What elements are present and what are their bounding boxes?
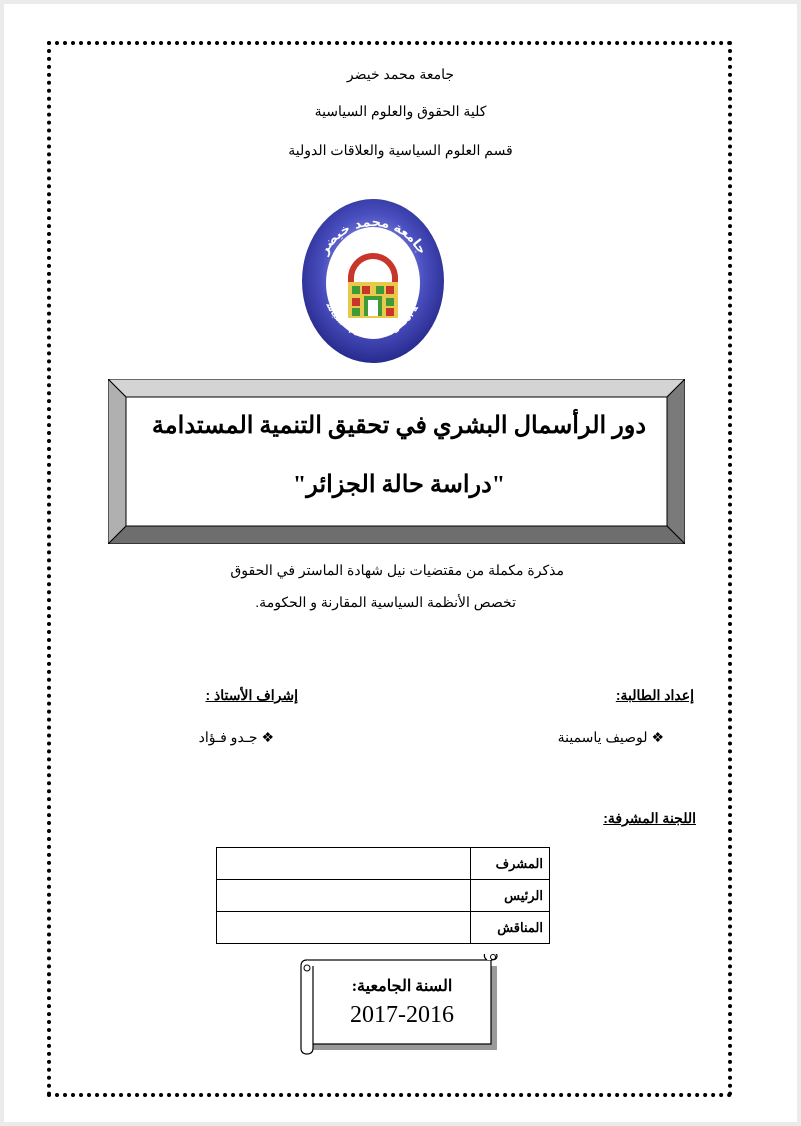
table-row xyxy=(217,848,550,880)
specialization: تخصص الأنظمة السياسية المقارنة و الحكومة. xyxy=(255,594,516,610)
logo-arc-text-bottom: ة الحقوق و العلوم السياس xyxy=(323,301,421,340)
thesis-purpose: مذكرة مكملة من مقتضيات نيل شهادة الماستر في الحقوق xyxy=(230,562,564,578)
committee-label: اللجنة المشرفة: xyxy=(603,810,696,826)
table-row xyxy=(217,880,550,912)
case-study-title: "دراسة حالة الجزائر" xyxy=(292,472,506,498)
committee-member xyxy=(217,912,471,944)
committee-member xyxy=(217,880,471,912)
diamond-bullet-icon: ❖ xyxy=(651,729,664,745)
logo-emblem xyxy=(348,253,398,318)
committee-role: الرئيس xyxy=(471,880,550,912)
academic-year-label: السنة الجامعية: xyxy=(351,978,453,995)
committee-member xyxy=(217,848,471,880)
committee-role: المناقش xyxy=(471,912,550,944)
document-page xyxy=(4,4,797,1122)
academic-year-scroll xyxy=(297,954,503,1056)
student-entry xyxy=(524,729,664,746)
logo-arc-text-top: جامعة محمد خيضر xyxy=(316,214,430,258)
diamond-bullet-icon: ❖ xyxy=(261,729,274,745)
title-frame xyxy=(108,379,685,544)
committee-table xyxy=(216,847,550,944)
student-name: لوصيف ياسمينة xyxy=(557,729,648,745)
university-logo xyxy=(300,196,446,366)
academic-year-value: 2017-2016 xyxy=(350,1002,454,1028)
table-row xyxy=(217,912,550,944)
university-name: جامعة محمد خيضر xyxy=(346,66,455,82)
supervisor-entry xyxy=(154,729,274,746)
student-label: إعداد الطالبة: xyxy=(615,687,694,703)
supervisor-label: إشراف الأستاذ : xyxy=(205,687,298,703)
supervisor-name: جـدو فـؤاد xyxy=(198,729,258,745)
thesis-title: دور الرأسمال البشري في تحقيق التنمية المستدامة xyxy=(151,413,647,439)
faculty-name: كلية الحقوق والعلوم السياسية xyxy=(314,103,487,119)
department-name: قسم العلوم السياسية والعلاقات الدولية xyxy=(288,142,513,158)
committee-role: المشرف xyxy=(471,848,550,880)
